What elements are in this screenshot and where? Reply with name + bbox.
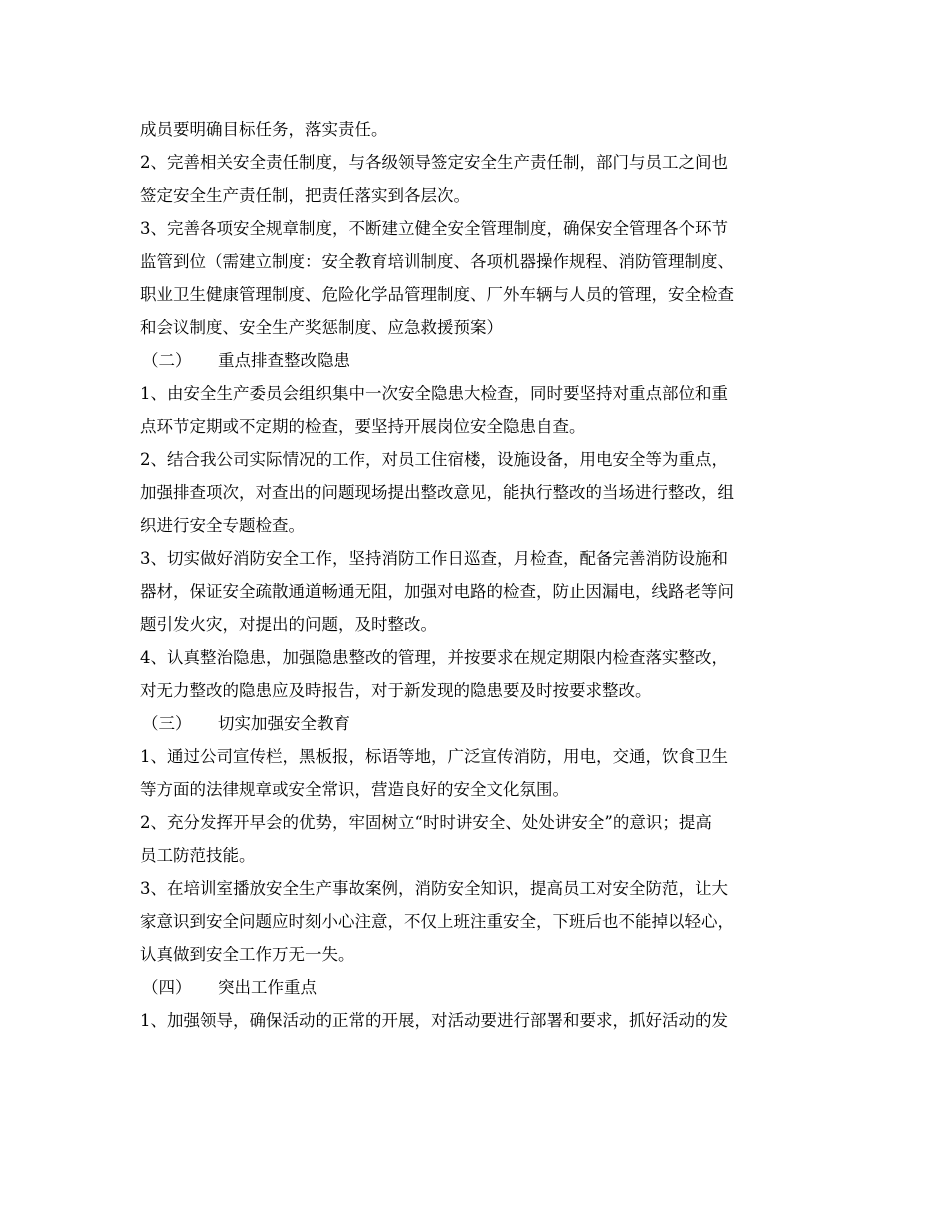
paragraph-line: 4、认真整治隐患，加强隐患整改的管理，并按要求在规定期限内检查落实整改， xyxy=(140,648,728,667)
paragraph-line: 监管到位（需建立制度：安全教育培训制度、各项机器操作规程、消防管理制度、 xyxy=(140,252,734,271)
paragraph-line: 加强排查项次，对查出的问题现场提出整改意见，能执行整改的当场进行整改，组 xyxy=(140,483,734,502)
section-heading xyxy=(140,707,812,740)
document-body xyxy=(140,113,812,1037)
paragraph-line: 成员要明确目标任务，落实责任。 xyxy=(140,120,388,139)
paragraph-line: 器材，保证安全疏散通道畅通无阻，加强对电路的检查，防止因漏电，线路老等问 xyxy=(140,582,734,601)
paragraph-line: 对无力整改的隐患应及時报告，对于新发现的隐患要及时按要求整改。 xyxy=(140,681,652,700)
paragraph-line: 签定安全生产责任制，把责任落实到各层次。 xyxy=(140,186,470,205)
paragraph-line: 员工防范技能。 xyxy=(140,846,256,865)
paragraph-line: 职业卫生健康管理制度、危险化学品管理制度、厂外车辆与人员的管理，安全检查 xyxy=(140,285,734,304)
section-title: 重点排查整改隐患 xyxy=(218,351,350,370)
paragraph-line: 织进行安全专题检查。 xyxy=(140,516,305,535)
paragraph-line: 家意识到安全问题应时刻小心注意，不仅上班注重安全，下班后也不能掉以轻心， xyxy=(140,912,734,931)
paragraph-line: 3、在培训室播放安全生产事故案例，消防安全知识，提高员工对安全防范，让大 xyxy=(140,879,728,898)
paragraph-line: 等方面的法律规章或安全常识，营造良好的安全文化氛围。 xyxy=(140,780,569,799)
paragraph-line: 2、充分发挥开早会的优势，牢固树立“时时讲安全、处处讲安全”的意识；提高 xyxy=(140,813,712,832)
section-heading xyxy=(140,344,812,377)
paragraph-line: 3、完善各项安全规章制度，不断建立健全安全管理制度，确保安全管理各个环节 xyxy=(140,219,728,238)
section-title: 切实加强安全教育 xyxy=(218,714,350,733)
paragraph-line: 认真做到安全工作万无一失。 xyxy=(140,945,355,964)
paragraph-line: 2、结合我公司实际情况的工作，对员工住宿楼，设施设备，用电安全等为重点， xyxy=(140,450,728,469)
section-title: 突出工作重点 xyxy=(218,978,317,997)
section-number: （二） xyxy=(142,351,192,370)
paragraph-line: 点环节定期或不定期的检查，要坚持开展岗位安全隐患自查。 xyxy=(140,417,586,436)
paragraph-line: 1、通过公司宣传栏，黑板报，标语等地，广泛宣传消防，用电，交通，饮食卫生 xyxy=(140,747,728,766)
paragraph-line: 1、加强领导，确保活动的正常的开展，对活动要进行部署和要求，抓好活动的发 xyxy=(140,1011,728,1030)
paragraph-line: 1、由安全生产委员会组织集中一次安全隐患大检查，同时要坚持对重点部位和重 xyxy=(140,384,728,403)
section-number: （四） xyxy=(142,978,192,997)
paragraph-line: 和会议制度、安全生产奖惩制度、应急救援预案） xyxy=(140,318,503,337)
paragraph-line: 3、切实做好消防安全工作，坚持消防工作日巡查，月检查，配备完善消防设施和 xyxy=(140,549,728,568)
section-number: （三） xyxy=(142,714,192,733)
paragraph-line: 2、完善相关安全责任制度，与各级领导签定安全生产责任制，部门与员工之间也 xyxy=(140,153,728,172)
section-heading xyxy=(140,971,812,1004)
paragraph-line: 题引发火灾，对提出的问题，及时整改。 xyxy=(140,615,437,634)
